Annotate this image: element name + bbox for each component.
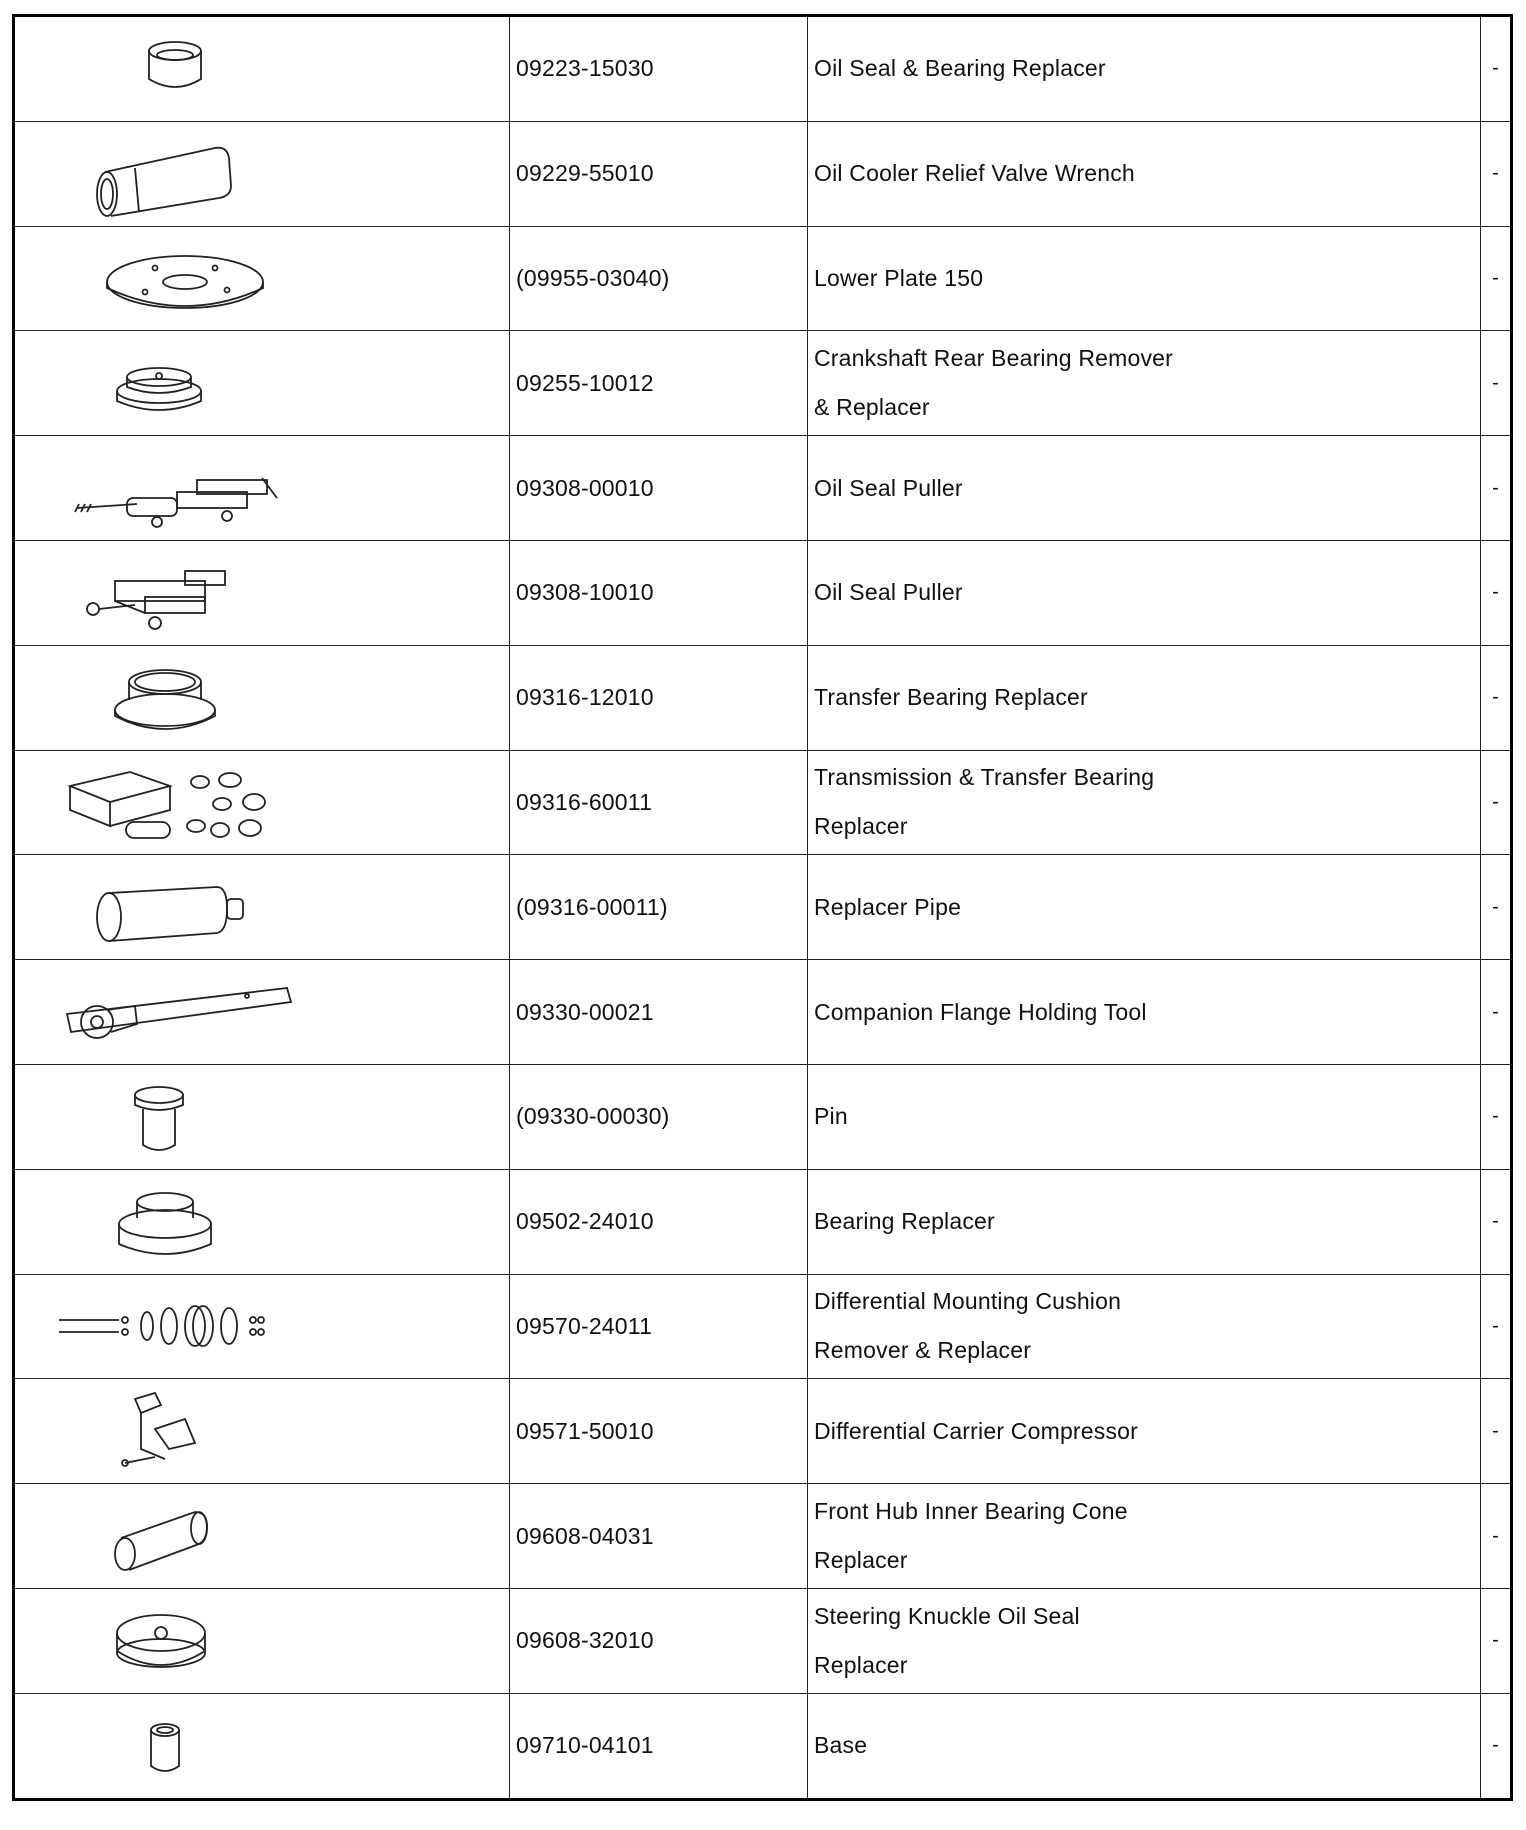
oil-seal-bearing-replacer-icon: [15, 19, 315, 119]
table-row: [14, 121, 1512, 226]
tool-illustration-cell: [14, 645, 510, 750]
part-number: 09502-24010: [510, 1169, 808, 1274]
lower-plate-icon: [15, 228, 315, 328]
knuckle-seal-replacer-icon: [15, 1591, 315, 1691]
part-number: 09608-32010: [510, 1588, 808, 1693]
table-row: [14, 960, 1512, 1065]
tool-name: [808, 436, 1481, 541]
tool-name: [808, 16, 1481, 122]
carrier-compressor-icon: [15, 1381, 315, 1481]
note-cell: -: [1481, 1379, 1512, 1484]
note-cell: -: [1481, 540, 1512, 645]
tool-name: [808, 750, 1481, 855]
part-number: 09608-04031: [510, 1484, 808, 1589]
table-row: [14, 540, 1512, 645]
note-cell: -: [1481, 436, 1512, 541]
part-number: 09255-10012: [510, 331, 808, 436]
tool-name: [808, 645, 1481, 750]
bearing-replacer-set-icon: [15, 752, 315, 852]
table-row: [14, 1274, 1512, 1379]
note-cell: -: [1481, 1693, 1512, 1799]
tool-name-line: Oil Seal Puller: [814, 474, 963, 501]
part-number: (09330-00030): [510, 1064, 808, 1169]
transfer-bearing-replacer-icon: [15, 648, 315, 748]
tool-illustration-cell: [14, 121, 510, 226]
tool-illustration-cell: [14, 16, 510, 122]
part-number: 09710-04101: [510, 1693, 808, 1799]
part-number: 09308-00010: [510, 436, 808, 541]
tool-name: [808, 226, 1481, 331]
part-number: 09308-10010: [510, 540, 808, 645]
tool-name: [808, 960, 1481, 1065]
tool-name: [808, 855, 1481, 960]
relief-valve-wrench-icon: [15, 124, 315, 224]
tool-name-line: Oil Cooler Relief Valve Wrench: [814, 160, 1135, 187]
table-row: [14, 1484, 1512, 1589]
table-row: [14, 436, 1512, 541]
tool-illustration-cell: [14, 855, 510, 960]
part-number: (09955-03040): [510, 226, 808, 331]
note-cell: -: [1481, 855, 1512, 960]
tool-name: [808, 1484, 1481, 1589]
replacer-pipe-icon: [15, 857, 315, 957]
note-cell: -: [1481, 1588, 1512, 1693]
tool-name-line: Lower Plate 150: [814, 264, 984, 291]
flange-holding-tool-icon: [15, 962, 315, 1062]
tool-name-line: Bearing Replacer: [814, 1208, 995, 1235]
table-row: [14, 1379, 1512, 1484]
part-number: (09316-00011): [510, 855, 808, 960]
tool-illustration-cell: [14, 1693, 510, 1799]
note-cell: -: [1481, 16, 1512, 122]
tool-name-line: Crankshaft Rear Bearing Remover: [814, 345, 1174, 372]
tool-illustration-cell: [14, 540, 510, 645]
tool-name-line: Steering Knuckle Oil Seal: [814, 1602, 1080, 1629]
part-number: 09316-60011: [510, 750, 808, 855]
pin-icon: [15, 1067, 315, 1167]
table-row: [14, 1169, 1512, 1274]
part-number: 09570-24011: [510, 1274, 808, 1379]
tool-illustration-cell: [14, 1379, 510, 1484]
tool-illustration-cell: [14, 331, 510, 436]
tool-name-line: Transfer Bearing Replacer: [814, 684, 1088, 711]
note-cell: -: [1481, 1169, 1512, 1274]
tool-name-line: Differential Carrier Compressor: [814, 1417, 1139, 1444]
note-cell: -: [1481, 1064, 1512, 1169]
tool-name: [808, 1169, 1481, 1274]
note-cell: -: [1481, 1274, 1512, 1379]
note-cell: -: [1481, 331, 1512, 436]
cone-replacer-icon: [15, 1486, 315, 1586]
tool-name-line: Remover & Replacer: [814, 1337, 1032, 1364]
bearing-replacer-icon: [15, 1172, 315, 1272]
special-service-tools-table: [12, 14, 1513, 1801]
tool-illustration-cell: [14, 226, 510, 331]
table-row: [14, 855, 1512, 960]
tool-illustration-cell: [14, 750, 510, 855]
table-row: [14, 645, 1512, 750]
tool-name-line: Front Hub Inner Bearing Cone: [814, 1498, 1128, 1525]
table-row: [14, 750, 1512, 855]
tool-illustration-cell: [14, 436, 510, 541]
oil-seal-puller-slide-hammer-icon: [15, 438, 315, 538]
tool-name: [808, 1693, 1481, 1799]
tool-name-line: Pin: [814, 1103, 848, 1130]
part-number: 09223-15030: [510, 16, 808, 122]
cushion-remover-set-icon: [15, 1276, 315, 1376]
table-row: [14, 1064, 1512, 1169]
tool-illustration-cell: [14, 960, 510, 1065]
tool-name: [808, 331, 1481, 436]
tool-illustration-cell: [14, 1274, 510, 1379]
table-row: [14, 1693, 1512, 1799]
table-row: [14, 331, 1512, 436]
tool-name: [808, 1064, 1481, 1169]
tool-name-line: Base: [814, 1732, 868, 1759]
table-row: [14, 1588, 1512, 1693]
tool-name: [808, 1588, 1481, 1693]
tool-name: [808, 121, 1481, 226]
tool-name: [808, 1379, 1481, 1484]
note-cell: -: [1481, 645, 1512, 750]
tool-illustration-cell: [14, 1064, 510, 1169]
tool-name-line: & Replacer: [814, 394, 930, 421]
tool-illustration-cell: [14, 1484, 510, 1589]
tool-name-line: Replacer: [814, 813, 908, 840]
tool-name-line: Companion Flange Holding Tool: [814, 998, 1147, 1025]
part-number: 09229-55010: [510, 121, 808, 226]
tool-name-line: Replacer: [814, 1651, 908, 1678]
note-cell: -: [1481, 226, 1512, 331]
tool-name-line: Replacer Pipe: [814, 893, 962, 920]
table-row: [14, 226, 1512, 331]
tool-name: [808, 540, 1481, 645]
tool-name-line: Oil Seal & Bearing Replacer: [814, 55, 1106, 82]
tool-name-line: Replacer: [814, 1547, 908, 1574]
part-number: 09330-00021: [510, 960, 808, 1065]
tool-illustration-cell: [14, 1169, 510, 1274]
note-cell: -: [1481, 750, 1512, 855]
part-number: 09316-12010: [510, 645, 808, 750]
table-row: [14, 16, 1512, 122]
note-cell: -: [1481, 1484, 1512, 1589]
rear-bearing-replacer-icon: [15, 333, 315, 433]
note-cell: -: [1481, 121, 1512, 226]
tool-name-line: Differential Mounting Cushion: [814, 1288, 1122, 1315]
oil-seal-puller-icon: [15, 543, 315, 643]
tool-illustration-cell: [14, 1588, 510, 1693]
part-number: 09571-50010: [510, 1379, 808, 1484]
tool-name-line: Oil Seal Puller: [814, 579, 963, 606]
base-icon: [15, 1696, 315, 1796]
tool-name-line: Transmission & Transfer Bearing: [814, 764, 1155, 791]
tool-name: [808, 1274, 1481, 1379]
note-cell: -: [1481, 960, 1512, 1065]
